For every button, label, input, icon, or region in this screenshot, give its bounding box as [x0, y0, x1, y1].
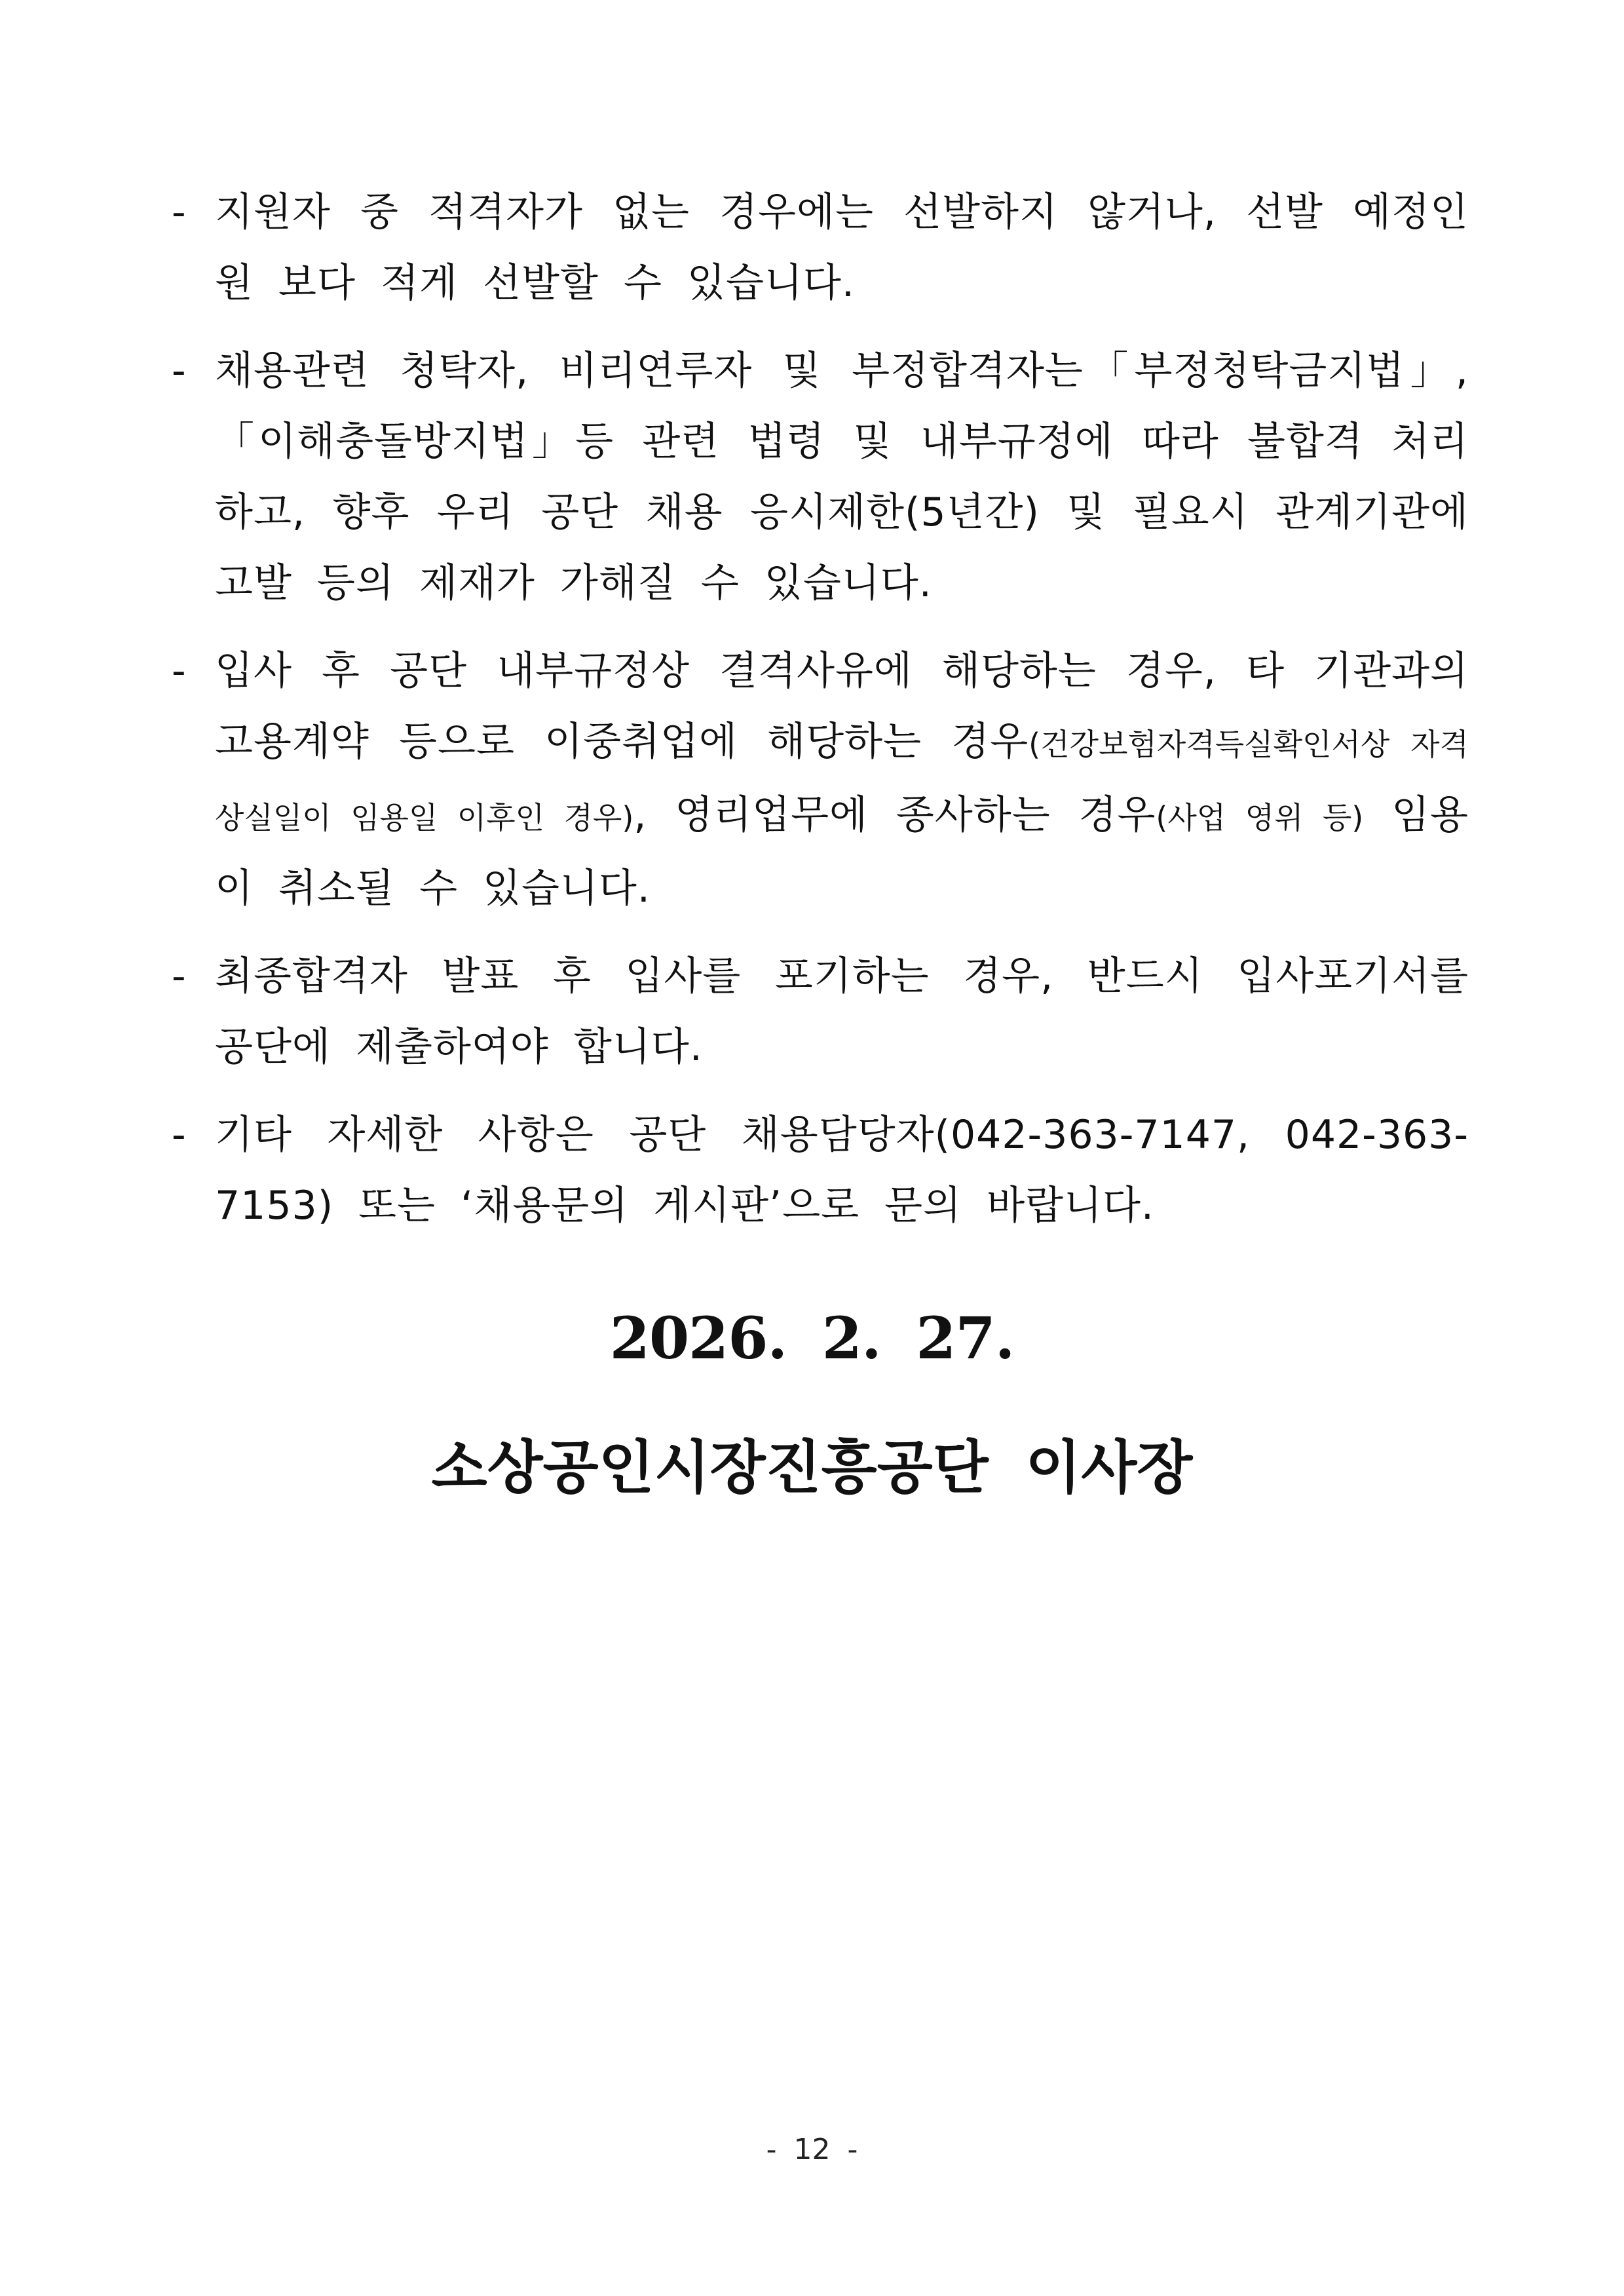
bullet-dash: -	[172, 953, 187, 999]
notice-text: , 영리업무에 종사하는 경우	[633, 792, 1156, 838]
notice-text: 입사 후 공단 내부규정상 결격사유에 해당하는 경우, 타 기관과의 고용계약 등으로 이중취업에 해당하는 경우	[215, 648, 1469, 765]
notice-item-disqualification	[172, 636, 1469, 924]
signer-title: 소상공인시장진흥공단 이사장	[431, 1434, 1193, 1501]
bullet-dash: -	[172, 648, 187, 694]
notice-item-solicitation	[172, 335, 1469, 619]
notice-item-withdrawal	[172, 941, 1469, 1082]
bullet-dash: -	[172, 348, 187, 394]
notice-text: 임용이 취소될 수 있습니다.	[215, 792, 1469, 911]
bullet-dash: -	[172, 189, 187, 235]
notice-item-no-qualified	[172, 177, 1469, 318]
page-number: - 12 -	[766, 2133, 858, 2166]
notice-note-insurance: (건강보험자격득실확인서상 자격상실일이 임용일 이후인 경우)	[215, 727, 1469, 835]
bullet-dash: -	[172, 1112, 187, 1158]
notice-text: 최종합격자 발표 후 입사를 포기하는 경우, 반드시 입사포기서를 공단에 제출하여야 합니다.	[215, 953, 1469, 1070]
notice-text: 지원자 중 적격자가 없는 경우에는 선발하지 않거나, 선발 예정인원 보다 적게 선발할 수 있습니다.	[215, 189, 1469, 306]
notice-text: 기타 자세한 사항은 공단 채용담당자(042-363-7147, 042-363-7153) 또는 ‘채용문의 게시판’으로 문의 바랍니다.	[215, 1112, 1469, 1229]
notice-text: 채용관련 청탁자, 비리연루자 및 부정합격자는「부정청탁금지법」, 「이해충돌방지법」등 관련 법령 및 내부규정에 따라 불합격 처리 하고, 향후 우리 공단 채용 응시제한(5년간) 및 필요시 관계기관에 고발 등의 제재가 가해질 수 있습니다.	[215, 348, 1469, 606]
notice-list	[172, 177, 1469, 1258]
notice-item-contact	[172, 1100, 1469, 1241]
announcement-date: 2026. 2. 27.	[609, 1304, 1015, 1372]
notice-note-business: (사업 영위 등)	[1156, 800, 1364, 835]
